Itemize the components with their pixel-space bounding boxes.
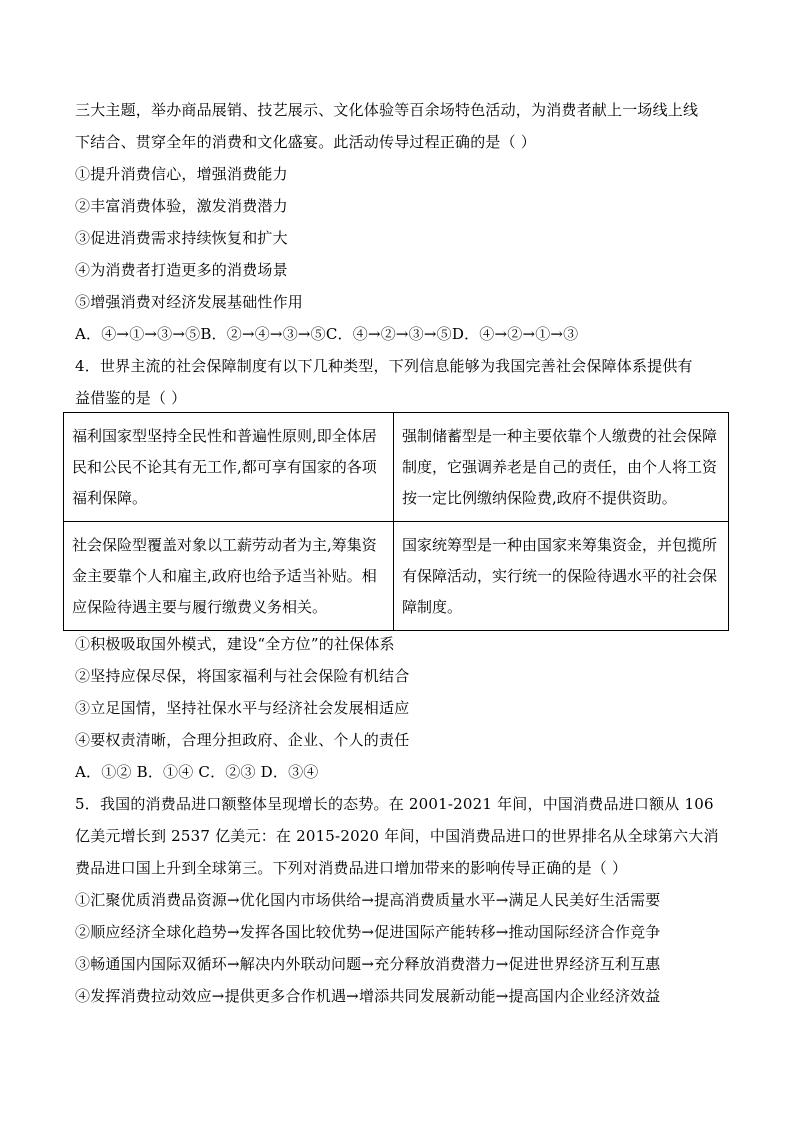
q3-stem-line-2: 下结合、贯穿全年的消费和文化盛宴。此活动传导过程正确的是（ ） (75, 133, 536, 151)
q3-item-3: ③促进消费需求持续恢复和扩大 (75, 229, 288, 247)
q5-stem-line-3: 费品进口国上升到全球第三。下列对消费品进口增加带来的影响传导正确的是（ ） (75, 859, 628, 877)
q5-item-3: ③畅通国内国际双循环→解决内外联动问题→充分释放消费潜力→促进世界经济互利互惠 (75, 955, 661, 973)
q4-stem-line-2: 益借鉴的是（ ） (75, 389, 187, 407)
q3-stem-line-1: 三大主题，举办商品展销、技艺展示、文化体验等百余场特色活动，为消费者献上一场线上线 (75, 101, 699, 119)
q4-item-2: ②坚持应保尽保，将国家福利与社会保险有机结合 (75, 667, 410, 685)
table-cell-state-planning: 国家统筹型是一种由国家来筹集资金，并包揽所有保障活动，实行统一的保险待遇水平的社会保障制度。 (394, 522, 729, 631)
q3-item-2: ②丰富消费体验，激发消费潜力 (75, 197, 288, 215)
q5-item-4: ④发挥消费拉动效应→提供更多合作机遇→增添共同发展新动能→提高国内企业经济效益 (75, 987, 661, 1005)
q4-item-4: ④要权责清晰，合理分担政府、企业、个人的责任 (75, 731, 410, 749)
q3-item-5: ⑤增强消费对经济发展基础性作用 (75, 293, 304, 311)
q5-item-1: ①汇聚优质消费品资源→优化国内市场供给→提高消费质量水平→满足人民美好生活需要 (75, 891, 661, 909)
q4-options: A．①② B．①④ C．②③ D．③④ (75, 763, 319, 781)
q3-item-1: ①提升消费信心，增强消费能力 (75, 165, 288, 183)
table-row (64, 413, 729, 522)
social-security-types-table (63, 412, 729, 631)
q5-item-2: ②顺应经济全球化趋势→发挥各国比较优势→促进国际产能转移→推动国际经济合作竞争 (75, 923, 661, 941)
q5-stem-line-1: 5．我国的消费品进口额整体呈现增长的态势。在 2001-2021 年间，中国消费品进口额从 106 (75, 795, 714, 813)
q4-item-1: ①积极吸取国外模式，建设“全方位”的社保体系 (75, 635, 395, 653)
q5-stem-line-2: 亿美元增长到 2537 亿美元：在 2015-2020 年间，中国消费品进口的世界排名从全球第六大消 (75, 827, 719, 845)
table-cell-compulsory-savings: 强制储蓄型是一种主要依靠个人缴费的社会保障制度，它强调养老是自己的责任，由个人将工资按一定比例缴纳保险费,政府不提供资助。 (394, 413, 729, 522)
q3-item-4: ④为消费者打造更多的消费场景 (75, 261, 288, 279)
q3-options: A．④→①→③→⑤B．②→④→③→⑤C．④→②→③→⑤D．④→②→①→③ (75, 325, 579, 343)
table-row (64, 522, 729, 631)
table-cell-social-insurance: 社会保险型覆盖对象以工薪劳动者为主,筹集资金主要靠个人和雇主,政府也给予适当补贴。相应保险待遇主要与履行缴费义务相关。 (64, 522, 394, 631)
q4-item-3: ③立足国情，坚持社保水平与经济社会发展相适应 (75, 699, 410, 717)
table-cell-welfare-state: 福利国家型坚持全民性和普遍性原则,即全体居民和公民不论其有无工作,都可享有国家的各项福利保障。 (64, 413, 394, 522)
q4-stem-line-1: 4．世界主流的社会保障制度有以下几种类型，下列信息能够为我国完善社会保障体系提供有 (75, 357, 693, 375)
